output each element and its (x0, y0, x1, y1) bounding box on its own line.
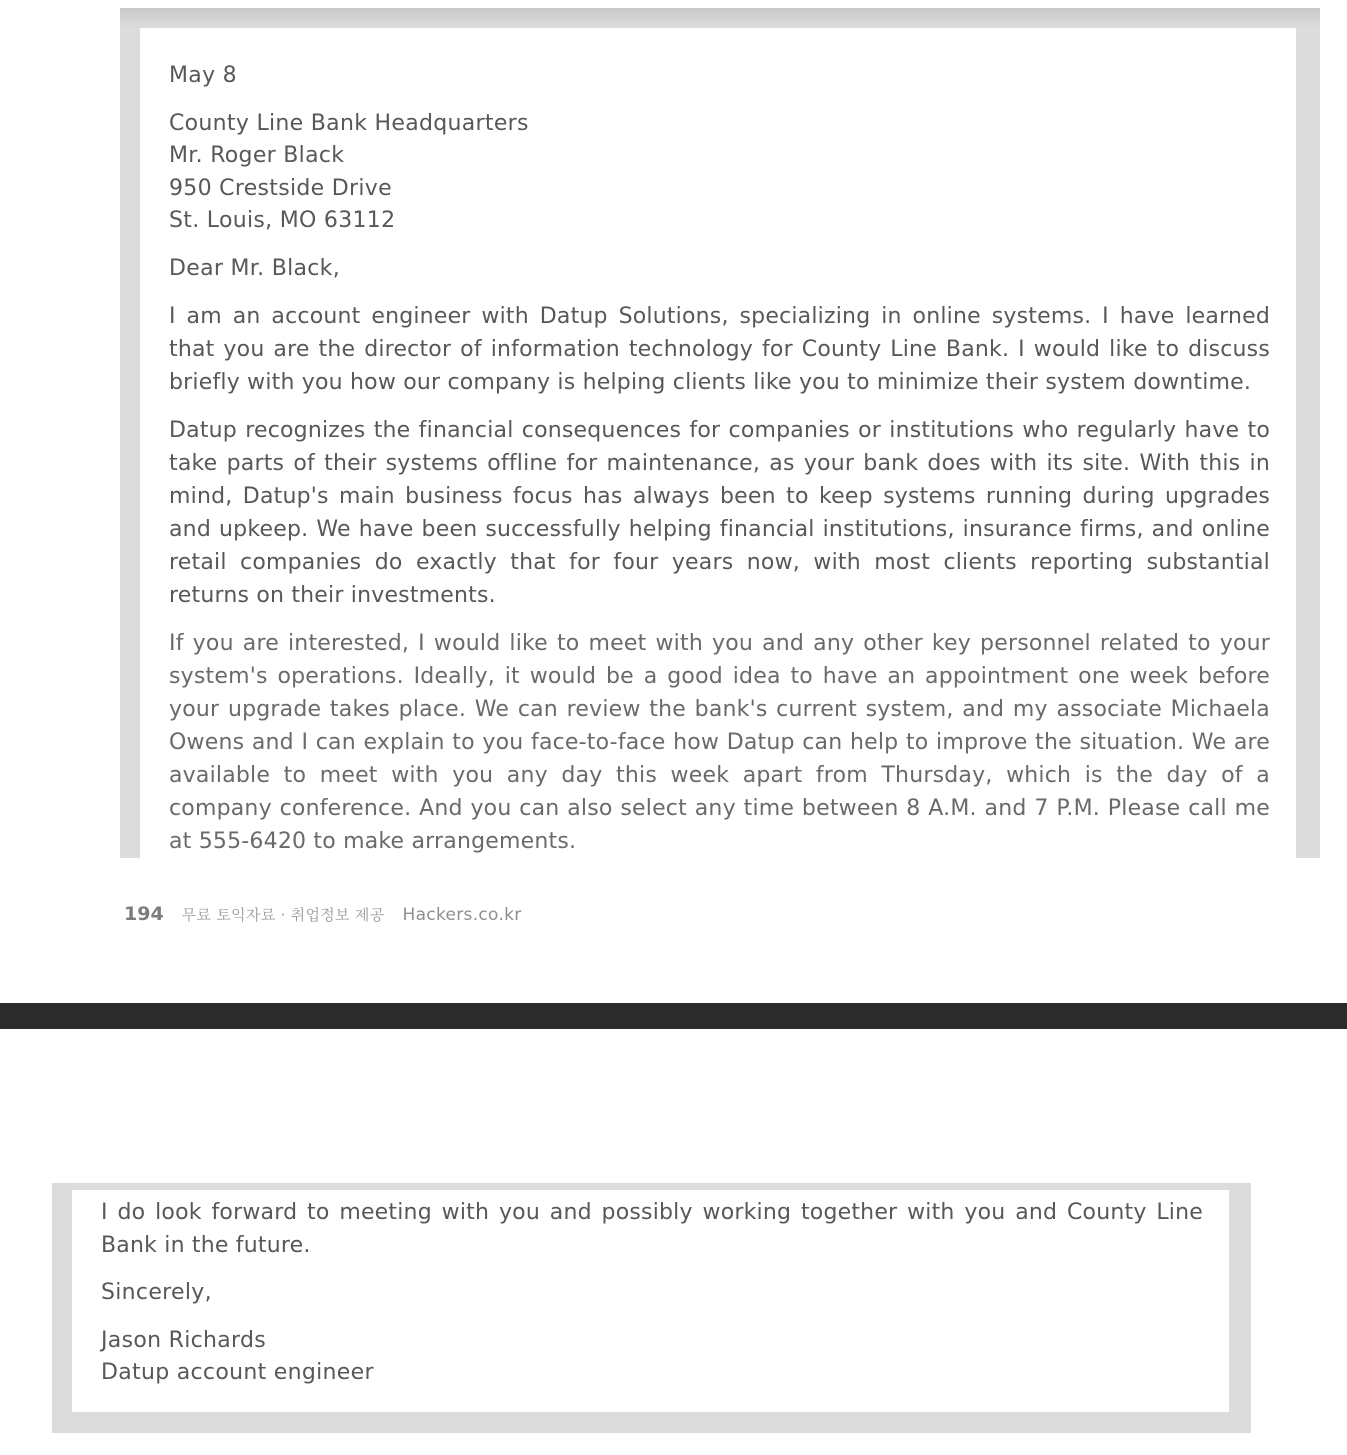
recipient-line: 950 Crestside Drive (169, 175, 392, 201)
letter-body-bottom (72, 1190, 1229, 1412)
paragraph-3: If you are interested, I would like to meet with you and any other key personnel related to your system's operations. Ideally, it would be a good idea to have an appointment one week before your upgrade takes place. We can review the bank's current system, and my associate Michaela Owens and I can explain to you face-to-face how Datup can help to improve the situation. We are available to meet with you any day this week apart from Thursday, which is the day of a company conference. And you can also select any time between 8 A.M. and 7 P.M. Please call me at 555-6420 to make arrangements. (169, 631, 1270, 854)
letter-date: May 8 (169, 63, 237, 88)
closing: Sincerely, (101, 1280, 212, 1305)
signature-title: Datup account engineer (101, 1360, 374, 1385)
recipient-address (169, 108, 1270, 238)
footer-text: 무료 토익자료 · 취업정보 제공 (181, 906, 385, 924)
page-separator (0, 1003, 1347, 1029)
paragraph-2: Datup recognizes the financial consequences for companies or institutions who regularly have to take parts of their systems offline for maintenance, as your bank does with its site. With this in mind, Datup's main business focus has always been to keep systems running during upgrades and upkeep. We have been successfully helping financial institutions, insurance firms, and online retail companies do exactly that for four years now, with most clients reporting substantial returns on their investments. (169, 418, 1270, 608)
salutation: Dear Mr. Black, (169, 255, 341, 281)
letter-body-top (140, 28, 1296, 858)
scan-bleed (120, 8, 1320, 28)
signature-name: Jason Richards (101, 1327, 267, 1353)
page-footer (124, 903, 522, 927)
recipient-line: St. Louis, MO 63112 (169, 208, 396, 233)
recipient-line: Mr. Roger Black (169, 143, 345, 168)
recipient-line: County Line Bank Headquarters (169, 110, 529, 136)
closing-paragraph: I do look forward to meeting with you and possibly working together with you and County Line Bank in the future. (101, 1200, 1203, 1258)
footer-site: Hackers.co.kr (402, 905, 522, 925)
page-number: 194 (124, 903, 164, 925)
paragraph-1: I am an account engineer with Datup Solutions, specializing in online systems. I have learned that you are the director of information technology for County Line Bank. I would like to discuss briefly with you how our company is helping clients like you to minimize their system downtime. (169, 304, 1270, 395)
